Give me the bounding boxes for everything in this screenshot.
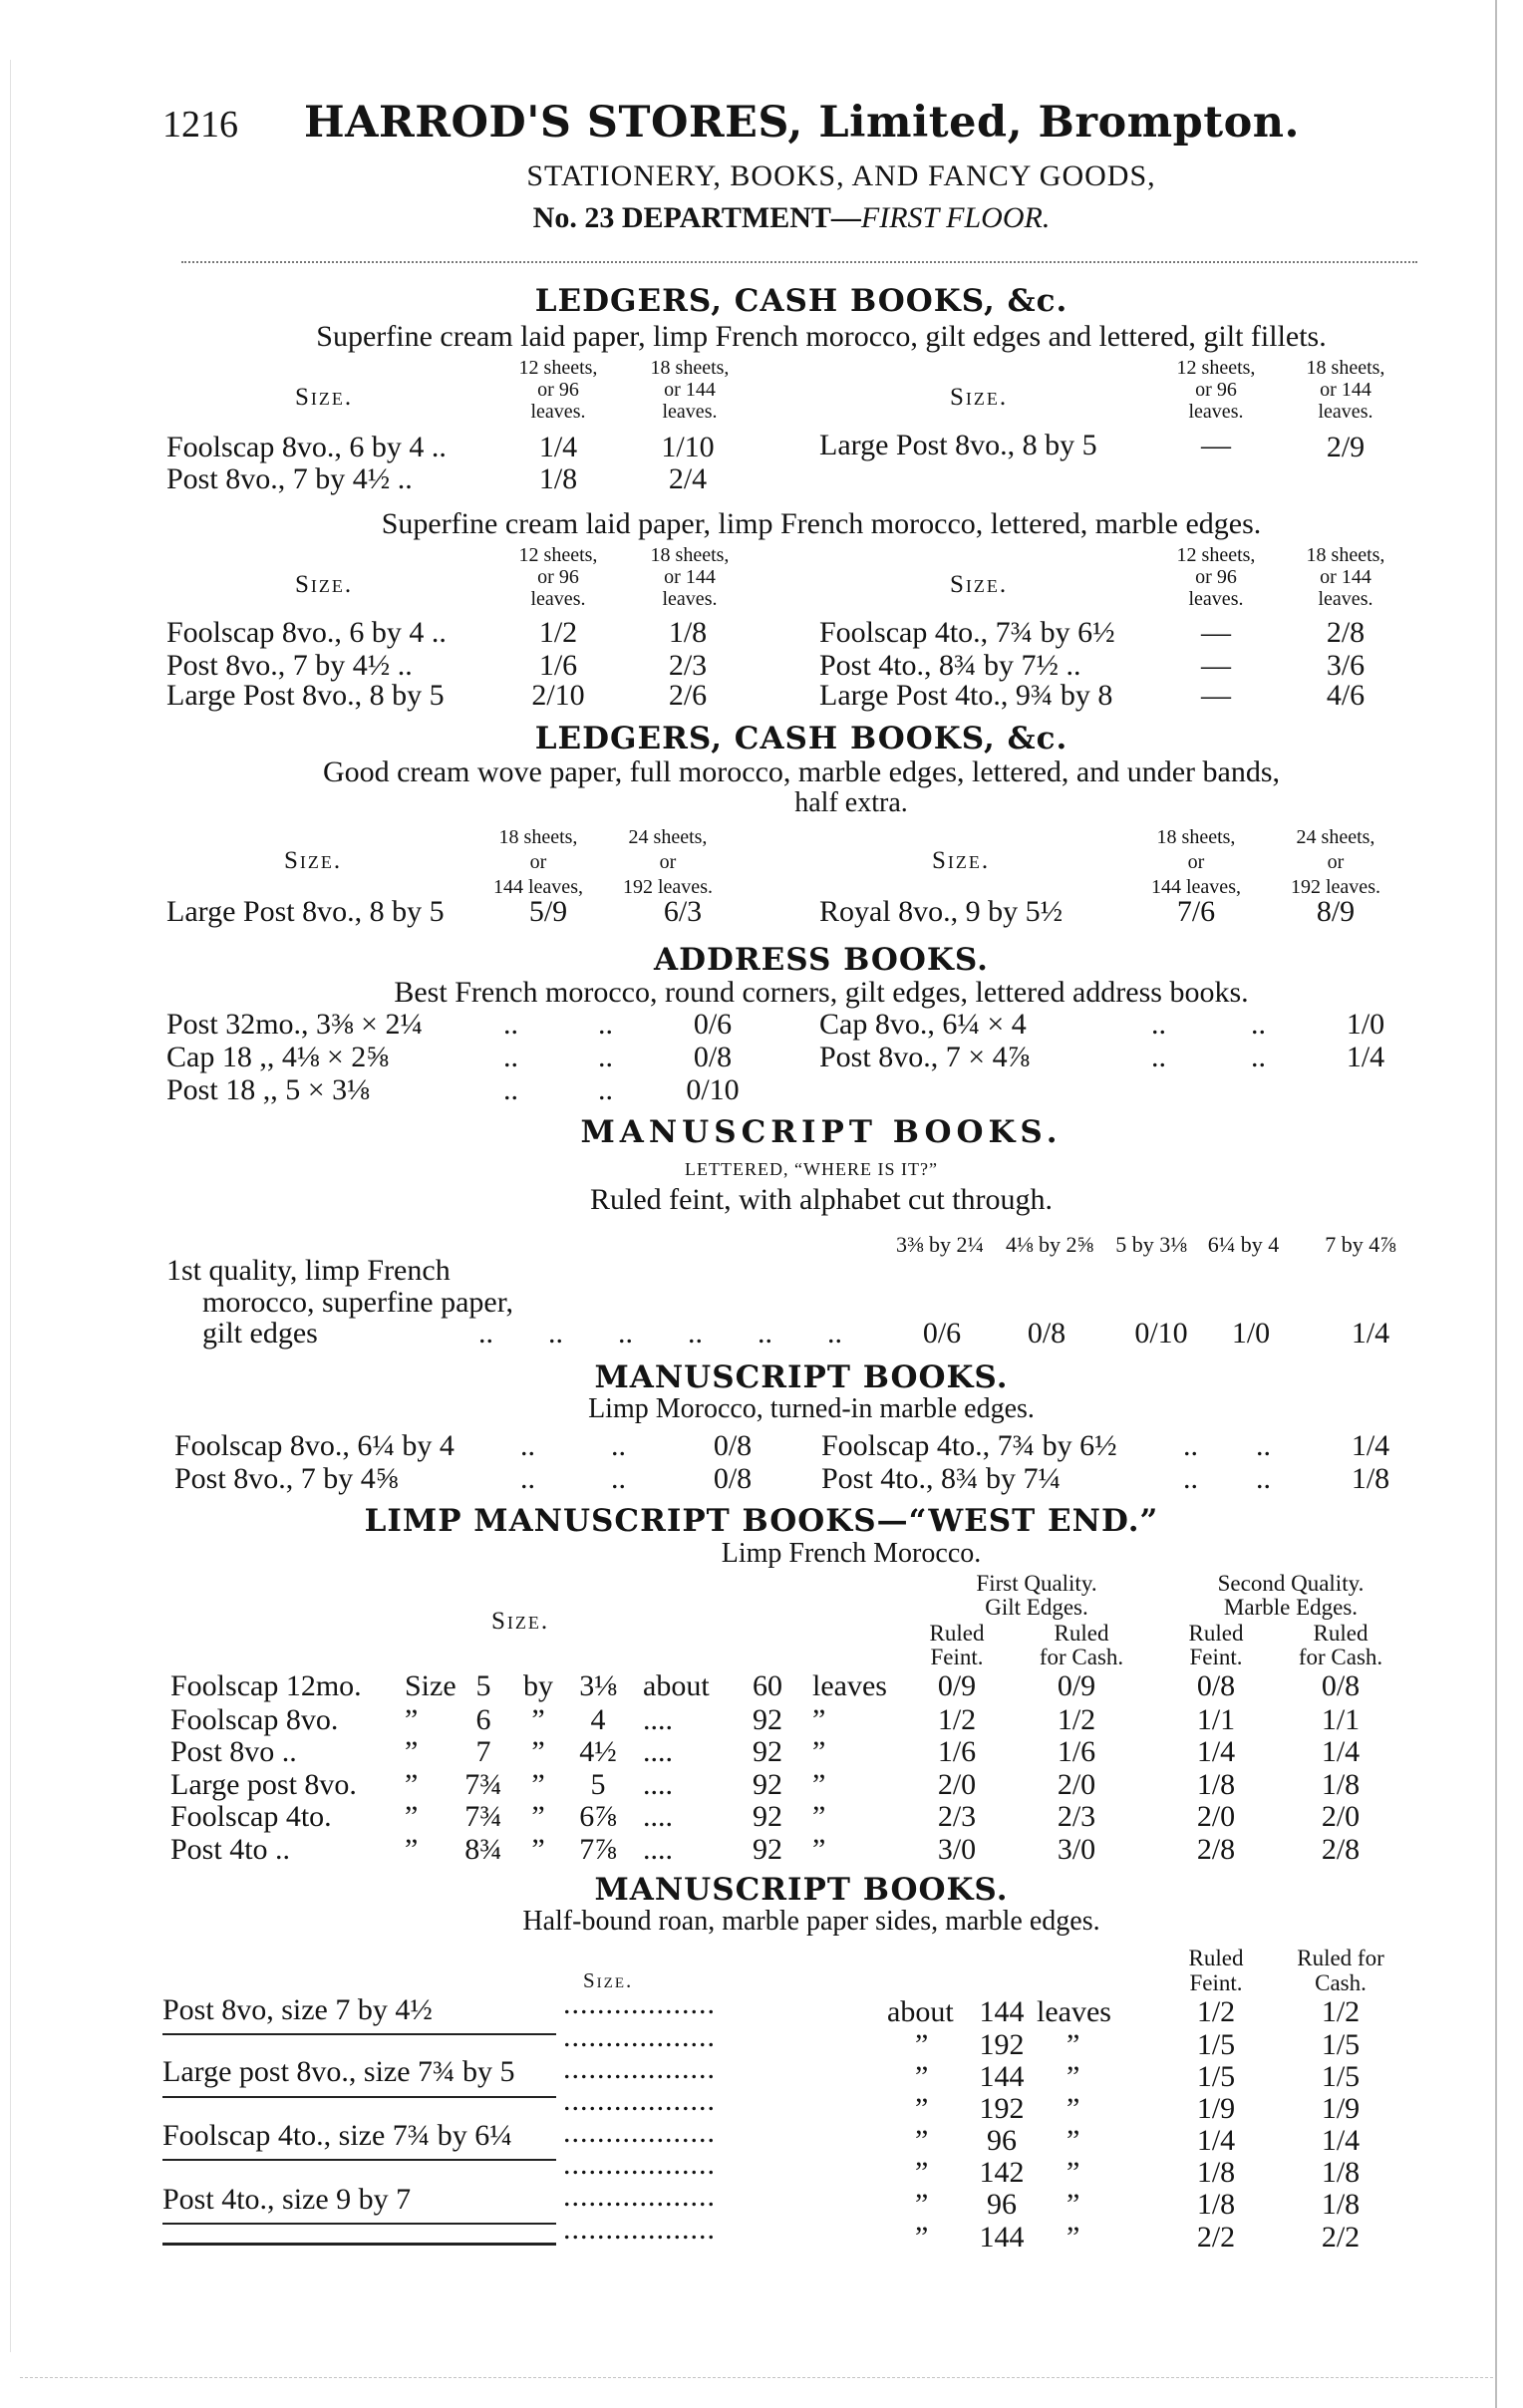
col-header-18-sheets-right: 18 sheets, or 144 leaves. [1306,357,1385,423]
section-desc: Limp Morocco, turned-in marble edges. [588,1393,1035,1424]
item-price: 2/9 [1326,431,1366,463]
item-name: Cap 18 ,, 4⅛ × 2⅝ [166,1041,389,1073]
item-price: 2/8 [1321,1833,1361,1866]
size-header-right: Size. [950,384,1009,411]
item-price: 1/5 [1321,2060,1361,2093]
leader-dots: .. [827,1317,842,1350]
section-desc: Superfine cream laid paper, limp French morocco, lettered, marble edges. [381,507,1262,540]
leaves-label: ” [1066,2028,1080,2061]
leaf-count: 144 [979,2060,1025,2093]
item-name: Post 8vo., 7 by 4⅝ [174,1462,399,1495]
item-price: 1/0 [1231,1317,1271,1350]
section-title-limp-manuscript [0,1503,1523,1539]
ruled-cash-header: Ruled for Cash. [1298,1621,1383,1669]
section-desc: Ruled feint, with alphabet cut through. [589,1183,1054,1216]
col-header-12-sheets-right: 12 sheets, or 96 leaves. [1176,544,1256,610]
leaves-label: ” [1066,2156,1080,2189]
item-price: 0/8 [1027,1317,1066,1350]
item-name: Large Post 8vo., 8 by 5 [819,429,1097,461]
leaf-count: 92 [753,1800,782,1833]
leader-dots: .. [520,1429,535,1462]
item-name: Post 4to .. [170,1833,291,1866]
size-col-header: 4⅛ by 2⅝ [1006,1232,1093,1257]
item-name: Foolscap 8vo., 6 by 4 .. [166,431,447,463]
leader-dots: .. [1183,1429,1198,1462]
item-price: 2/0 [1057,1768,1096,1801]
about-label: ” [915,2156,929,2189]
leader-dots: .. [503,1041,518,1073]
item-price: 1/2 [1196,1995,1236,2028]
item-price: 1/4 [1321,2124,1361,2157]
col-header-12-sheets: 12 sheets, or 96 leaves. [518,357,598,423]
item-price: 0/10 [1134,1317,1188,1350]
item-name: Large Post 8vo., 8 by 5 [166,895,445,928]
size-label: Size [405,1669,457,1702]
dot-leader: .................. [563,2180,716,2213]
item-price: 1/5 [1196,2060,1236,2093]
leaves-label: ” [1066,2124,1080,2157]
about-label: ” [915,2221,929,2254]
size-width: 6 [475,1703,491,1736]
col-header-18-sheets-right: 18 sheets, or 144 leaves, [1151,826,1241,898]
leader-dots: .. [1251,1041,1266,1073]
size-col-header: 3⅜ by 2¼ [896,1232,984,1257]
size-width: 7 [475,1735,491,1768]
item-price: 1/4 [1196,1735,1236,1768]
page-subtitle: STATIONERY, BOOKS, AND FANCY GOODS, [526,159,1156,192]
size-height: 4½ [579,1735,617,1768]
section-desc: half extra. [794,787,908,818]
item-price: 1/6 [1057,1735,1096,1768]
item-name: Cap 8vo., 6¼ × 4 [819,1008,1027,1041]
item-price: 1/9 [1196,2092,1236,2125]
item-name: Foolscap 4to., 7¾ by 6½ [819,616,1115,649]
ruled-cash-header: Ruled for Cash. [1297,1946,1384,1995]
size-col-header: 5 by 3⅛ [1115,1232,1187,1257]
second-quality-header: Second Quality. Marble Edges. [1217,1571,1365,1620]
by-label: ” [531,1833,545,1866]
col-header-24-sheets: 24 sheets, or 192 leaves. [623,826,713,898]
leaf-count: 92 [753,1768,782,1801]
leader-dots: .. [688,1317,703,1350]
item-name: Foolscap 12mo. [170,1669,362,1702]
item-price: 1/8 [1321,1768,1361,1801]
leaves-label: ” [1066,2092,1080,2125]
item-price: 0/9 [1057,1669,1096,1702]
about-label: ” [915,2028,929,2061]
leaf-count: 92 [753,1703,782,1736]
size-height: 6⅞ [579,1800,617,1833]
leaf-count: 144 [979,1995,1025,2028]
item-price: 0/6 [922,1317,962,1350]
leader-dots: .. [758,1317,772,1350]
item-name: Post 18 ,, 5 × 3⅛ [166,1073,370,1106]
item-price: 1/4 [1196,2124,1236,2157]
by-label: by [523,1669,553,1702]
size-col-header: 7 by 4⅞ [1325,1232,1396,1257]
item-price: 1/10 [661,431,715,463]
item-price: 1/2 [538,616,578,649]
section-title-address-books: ADDRESS BOOKS. [654,942,989,978]
leaf-count: 142 [979,2156,1025,2189]
item-name: Foolscap 4to., 7¾ by 6½ [821,1429,1117,1462]
leaves-label: ” [1066,2221,1080,2254]
item-price: 1/8 [1351,1462,1390,1495]
bottom-rule [20,2377,1493,2378]
size-height: 5 [590,1768,606,1801]
size-height: 3⅛ [579,1669,617,1702]
item-name: Post 4to., 8¾ by 7½ .. [819,649,1081,682]
department-line [0,201,1523,235]
leader-dots: .. [611,1429,626,1462]
item-price: 1/9 [1321,2092,1361,2125]
item-price: 8/9 [1316,895,1356,928]
item-price: 2/3 [937,1800,977,1833]
size-width: 7¾ [464,1768,502,1801]
item-price: 1/8 [668,616,708,649]
item-price: 2/2 [1321,2221,1361,2254]
about-label: .... [643,1703,673,1736]
item-price: 2/4 [668,462,708,495]
size-width: 5 [475,1669,491,1702]
leader-dots: .. [478,1317,493,1350]
item-price: 1/4 [1351,1429,1390,1462]
item-price: 3/6 [1326,649,1366,682]
item-price: 1/4 [1351,1317,1390,1350]
item-price: 2/3 [1057,1800,1096,1833]
item-price: 2/0 [937,1768,977,1801]
size-label: ” [405,1703,419,1736]
item-price: 1/8 [1196,2188,1236,2221]
item-price: — [1201,679,1231,712]
row-rule [162,2159,556,2161]
item-price: — [1201,429,1231,461]
by-label: ” [531,1703,545,1736]
ruled-feint-header: Ruled Feint. [929,1621,985,1669]
leader-dots: .. [1251,1008,1266,1041]
item-price: 1/8 [1196,1768,1236,1801]
item-name: Post 32mo., 3⅜ × 2¼ [166,1008,423,1041]
size-header-right: Size. [932,847,991,874]
item-name: Post 4to., 8¾ by 7¼ [821,1462,1062,1495]
item-price: 2/0 [1196,1800,1236,1833]
item-name: Foolscap 8vo., 6¼ by 4 [174,1429,455,1462]
item-price: 2/3 [668,649,708,682]
leaf-count: 96 [987,2124,1017,2157]
leader-dots: .. [598,1041,613,1073]
item-price: 5/9 [528,895,568,928]
item-price: 6/3 [663,895,703,928]
leaf-count: 92 [753,1833,782,1866]
col-header-24-sheets-right: 24 sheets, or 192 leaves. [1291,826,1380,898]
about-label: about [643,1669,710,1702]
leaf-count: 60 [753,1669,782,1702]
item-name: Royal 8vo., 9 by 5½ [819,895,1064,928]
leaf-count: 96 [987,2188,1017,2221]
item-price: 1/4 [1321,1735,1361,1768]
section-desc: Limp French Morocco. [721,1538,982,1569]
dot-leader: .................. [563,2084,716,2117]
col-header-12-sheets: 12 sheets, or 96 leaves. [518,544,598,610]
leader-dots: .. [520,1462,535,1495]
section-title-manuscript-books-3: MANUSCRIPT BOOKS. [594,1872,1009,1908]
item-name: Large Post 8vo., 8 by 5 [166,679,445,712]
department-number: No. 23 DEPARTMENT— [532,201,861,234]
leaf-count: 192 [979,2092,1025,2125]
col-header-18-sheets-right: 18 sheets, or 144 leaves. [1306,544,1385,610]
dot-leader: .................. [563,2116,716,2149]
row-rule [162,2223,556,2225]
department-floor: FIRST FLOOR. [860,201,1051,234]
item-price: 1/5 [1321,2028,1361,2061]
section-desc: Best French morocco, round corners, gilt edges, lettered address books. [394,976,1249,1009]
about-label: about [887,1995,954,2028]
item-name: Large post 8vo. [170,1768,357,1801]
by-label: ” [531,1768,545,1801]
about-label: ” [915,2060,929,2093]
about-label: ” [915,2092,929,2125]
leaves-label: ” [812,1703,826,1736]
item-price: 0/8 [713,1462,753,1495]
size-height: 7⅞ [579,1833,617,1866]
size-col-header: 6¼ by 4 [1207,1232,1280,1257]
leaf-count: 144 [979,2221,1025,2254]
size-label: ” [405,1833,419,1866]
size-header: Size. [583,1968,634,1992]
item-name: Foolscap 4to. [170,1800,332,1833]
size-header-right: Size. [950,571,1009,598]
item-price: 0/8 [693,1041,733,1073]
item-price: 0/9 [937,1669,977,1702]
leader-dots: .. [611,1462,626,1495]
item-name: Post 8vo., 7 × 4⅞ [819,1041,1031,1073]
about-label: .... [643,1833,673,1866]
item-price: 1/6 [538,649,578,682]
section-title-text: LIMP MANUSCRIPT BOOKS—“WEST END.” [364,1503,1159,1539]
about-label: .... [643,1735,673,1768]
row-rule [162,2243,556,2246]
ruled-cash-header: Ruled for Cash. [1039,1621,1124,1669]
item-price: 1/1 [1321,1703,1361,1736]
item-price: 1/4 [538,431,578,463]
item-price: 0/8 [1321,1669,1361,1702]
section-title-ledgers: LEDGERS, CASH BOOKS, &c. [534,283,1068,319]
col-header-12-sheets-right: 12 sheets, or 96 leaves. [1176,357,1256,423]
leader-dots: .. [1151,1041,1166,1073]
item-price: 1/1 [1196,1703,1236,1736]
leaves-label: ” [812,1800,826,1833]
section-desc: Superfine cream laid paper, limp French morocco, gilt edges and lettered, gilt fillets. [316,320,1327,353]
leader-dots: .. [618,1317,633,1350]
item-price: 3/0 [937,1833,977,1866]
item-price: 2/2 [1196,2221,1236,2254]
item-name: Large Post 4to., 9¾ by 8 [819,679,1113,712]
size-height: 4 [590,1703,606,1736]
size-header: Size. [284,847,343,874]
item-price: 1/2 [1321,1995,1361,2028]
about-label: ” [915,2188,929,2221]
dot-leader: .................. [563,2052,716,2085]
item-price: 1/5 [1196,2028,1236,2061]
leader-dots: .. [503,1008,518,1041]
dot-leader: .................. [563,1987,716,2020]
section-desc: Good cream wove paper, full morocco, marble edges, lettered, and under bands, [322,755,1281,788]
col-header-18-sheets: 18 sheets, or 144 leaves. [650,357,730,423]
item-price: 1/4 [1346,1041,1385,1073]
size-width: 8¾ [464,1833,502,1866]
leader-dots: .. [548,1317,563,1350]
item-price: 0/8 [713,1429,753,1462]
section-subtitle: LETTERED, “WHERE IS IT?” [685,1159,938,1179]
leader-dots: .. [1151,1008,1166,1041]
item-price: — [1201,649,1231,682]
item-price: 1/8 [1321,2156,1361,2189]
leaves-label: ” [812,1735,826,1768]
item-price: 0/6 [693,1008,733,1041]
size-label: ” [405,1735,419,1768]
size-label: ” [405,1768,419,1801]
ruled-feint-header: Ruled Feint. [1188,1621,1244,1669]
size-header: Size. [295,571,354,598]
item-name: Foolscap 4to., size 7¾ by 6¼ [162,2119,512,2152]
leaves-label: ” [812,1833,826,1866]
item-price: 1/2 [937,1703,977,1736]
item-price: 1/2 [1057,1703,1096,1736]
about-label: .... [643,1768,673,1801]
leaves-label: ” [1066,2060,1080,2093]
store-title: HARROD'S STORES, Limited, Brompton. [304,98,1301,148]
item-name: Post 8vo, size 7 by 4½ [162,1993,433,2026]
item-desc-line: 1st quality, limp French [166,1254,451,1287]
item-price: 7/6 [1176,895,1216,928]
item-desc-line: morocco, superfine paper, [202,1286,513,1319]
item-price: 1/6 [937,1735,977,1768]
first-quality-header: First Quality. Gilt Edges. [976,1571,1097,1620]
size-width: 7¾ [464,1800,502,1833]
item-price: 2/10 [531,679,585,712]
leader-dots: .. [1183,1462,1198,1495]
item-price: 1/0 [1346,1008,1385,1041]
dot-leader: .................. [563,2148,716,2181]
item-name: Post 8vo., 7 by 4½ .. [166,649,413,682]
item-name: Foolscap 8vo., 6 by 4 .. [166,616,447,649]
leader-dots: .. [598,1008,613,1041]
item-price: 0/10 [686,1073,740,1106]
item-price: — [1201,616,1231,649]
size-header: Size. [295,384,354,411]
leaves-label: ” [812,1768,826,1801]
col-header-18-sheets: 18 sheets, or 144 leaves. [650,544,730,610]
item-price: 1/8 [538,462,578,495]
item-name: Post 8vo., 7 by 4½ .. [166,462,413,495]
item-price: 0/8 [1196,1669,1236,1702]
item-desc-line: gilt edges [202,1317,318,1350]
item-price: 2/6 [668,679,708,712]
item-name: Foolscap 8vo. [170,1703,339,1736]
leader-dots: .. [1256,1429,1271,1462]
by-label: ” [531,1735,545,1768]
by-label: ” [531,1800,545,1833]
item-price: 1/8 [1321,2188,1361,2221]
section-desc: Half-bound roan, marble paper sides, marble edges. [522,1906,1100,1937]
leader-dots: .. [1256,1462,1271,1495]
leader-dots: .. [598,1073,613,1106]
item-price: 2/8 [1326,616,1366,649]
section-title-manuscript-books-2: MANUSCRIPT BOOKS. [594,1359,1009,1395]
leader-dots: .. [503,1073,518,1106]
dot-leader: .................. [563,2020,716,2053]
page-number: 1216 [162,104,238,146]
item-name: Post 8vo .. [170,1735,297,1768]
item-name: Large post 8vo., size 7¾ by 5 [162,2055,515,2088]
size-header: Size. [491,1608,550,1635]
about-label: ” [915,2124,929,2157]
section-title-manuscript-books: MANUSCRIPT BOOKS. [580,1114,1063,1150]
row-rule [162,2033,556,2035]
leaf-count: 92 [753,1735,782,1768]
dot-leader: .................. [563,2213,716,2246]
leaves-label: leaves [812,1669,887,1702]
size-label: ” [405,1800,419,1833]
leaves-label: leaves [1037,1995,1111,2028]
col-header-18-sheets: 18 sheets, or 144 leaves, [493,826,583,898]
header-rule [181,261,1417,263]
item-price: 3/0 [1057,1833,1096,1866]
ruled-feint-header: Ruled Feint. [1188,1946,1244,1995]
item-price: 4/6 [1326,679,1366,712]
about-label: .... [643,1800,673,1833]
item-price: 1/8 [1196,2156,1236,2189]
row-rule [162,2096,556,2098]
item-name: Post 4to., size 9 by 7 [162,2183,412,2216]
section-title-ledgers-2: LEDGERS, CASH BOOKS, &c. [534,721,1068,756]
item-price: 2/8 [1196,1833,1236,1866]
leaves-label: ” [1066,2188,1080,2221]
item-price: 2/0 [1321,1800,1361,1833]
leaf-count: 192 [979,2028,1025,2061]
